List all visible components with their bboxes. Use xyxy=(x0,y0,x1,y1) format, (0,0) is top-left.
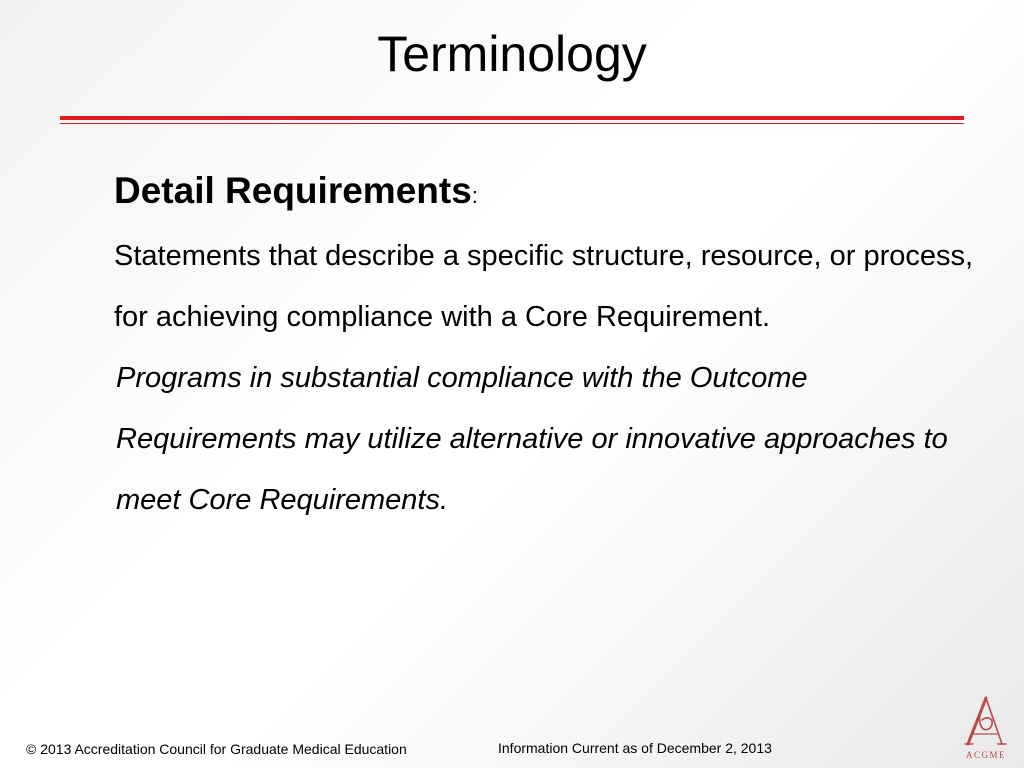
title-rule-thin xyxy=(60,123,964,124)
term-heading-colon: : xyxy=(471,183,478,208)
acgme-logo-icon xyxy=(958,694,1014,764)
term-definition: Statements that describe a specific structure, resource, or process, for achieving compliance with a Core Requirement. xyxy=(114,240,974,333)
term-heading-text: Detail Requirements xyxy=(114,170,472,211)
footer-copyright: © 2013 Accreditation Council for Graduate Medical Education xyxy=(26,741,407,757)
slide-title: Terminology xyxy=(377,26,647,82)
footer-info-date: Information Current as of December 2, 2013 xyxy=(498,740,772,756)
term-heading xyxy=(114,165,974,222)
title-rule-thick xyxy=(60,116,964,120)
slide-content xyxy=(114,165,974,531)
term-note: Programs in substantial compliance with the Outcome Requirements may utilize alternative or innovative approaches to meet Core Requirements. xyxy=(116,362,948,516)
logo-text: ACGME xyxy=(965,750,1007,760)
